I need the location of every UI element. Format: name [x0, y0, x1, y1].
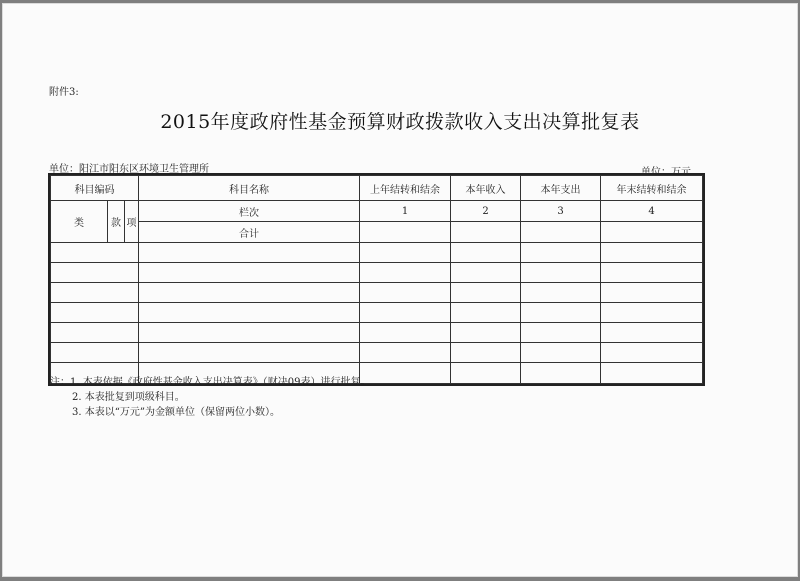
total-c3: [521, 222, 601, 243]
lanci-c1: 1: [360, 201, 451, 222]
header-subject-code: 科目编码: [51, 176, 139, 201]
lanci-label: 栏次: [139, 201, 360, 222]
unit-organization: 单位：阳江市阳东区环境卫生管理所: [49, 164, 209, 175]
notes-block: [50, 375, 370, 420]
sub-kuan: 款: [108, 201, 125, 243]
document-title: 2015年度政府性基金预算财政拨款收入支出决算批复表: [160, 111, 640, 133]
header-row: [51, 176, 703, 201]
sub-xiang: 项: [125, 201, 139, 243]
sub-lei: 类: [51, 201, 108, 243]
lanci-row: [51, 201, 703, 222]
attachment-label: 附件3:: [49, 87, 79, 98]
document-page: [2, 3, 798, 577]
lanci-c3: 3: [521, 201, 601, 222]
approval-table: [50, 175, 703, 384]
table-row: [51, 323, 703, 343]
table-row: [51, 303, 703, 323]
header-subject-name: 科目名称: [139, 176, 360, 201]
lanci-c2: 2: [451, 201, 521, 222]
total-label: 合计: [139, 222, 360, 243]
lanci-c4: 4: [601, 201, 703, 222]
table-row: [51, 263, 703, 283]
header-current-income: 本年收入: [451, 176, 521, 201]
header-yearend-carryover: 年末结转和结余: [601, 176, 703, 201]
note-3: 3. 本表以“万元”为金额单位（保留两位小数）。: [72, 407, 280, 418]
total-row: [51, 222, 703, 243]
total-c1: [360, 222, 451, 243]
note-1: 注：1. 本表依据《政府性基金收入支出决算表》（财决09表）进行批复。: [50, 377, 371, 388]
unit-currency: 单位：万元: [641, 167, 691, 178]
header-prior-carryover: 上年结转和结余: [360, 176, 451, 201]
table-row: [51, 243, 703, 263]
table-row: [51, 343, 703, 363]
header-current-expense: 本年支出: [521, 176, 601, 201]
total-c2: [451, 222, 521, 243]
table-row: [51, 283, 703, 303]
note-2: 2. 本表批复到项级科目。: [72, 392, 185, 403]
total-c4: [601, 222, 703, 243]
